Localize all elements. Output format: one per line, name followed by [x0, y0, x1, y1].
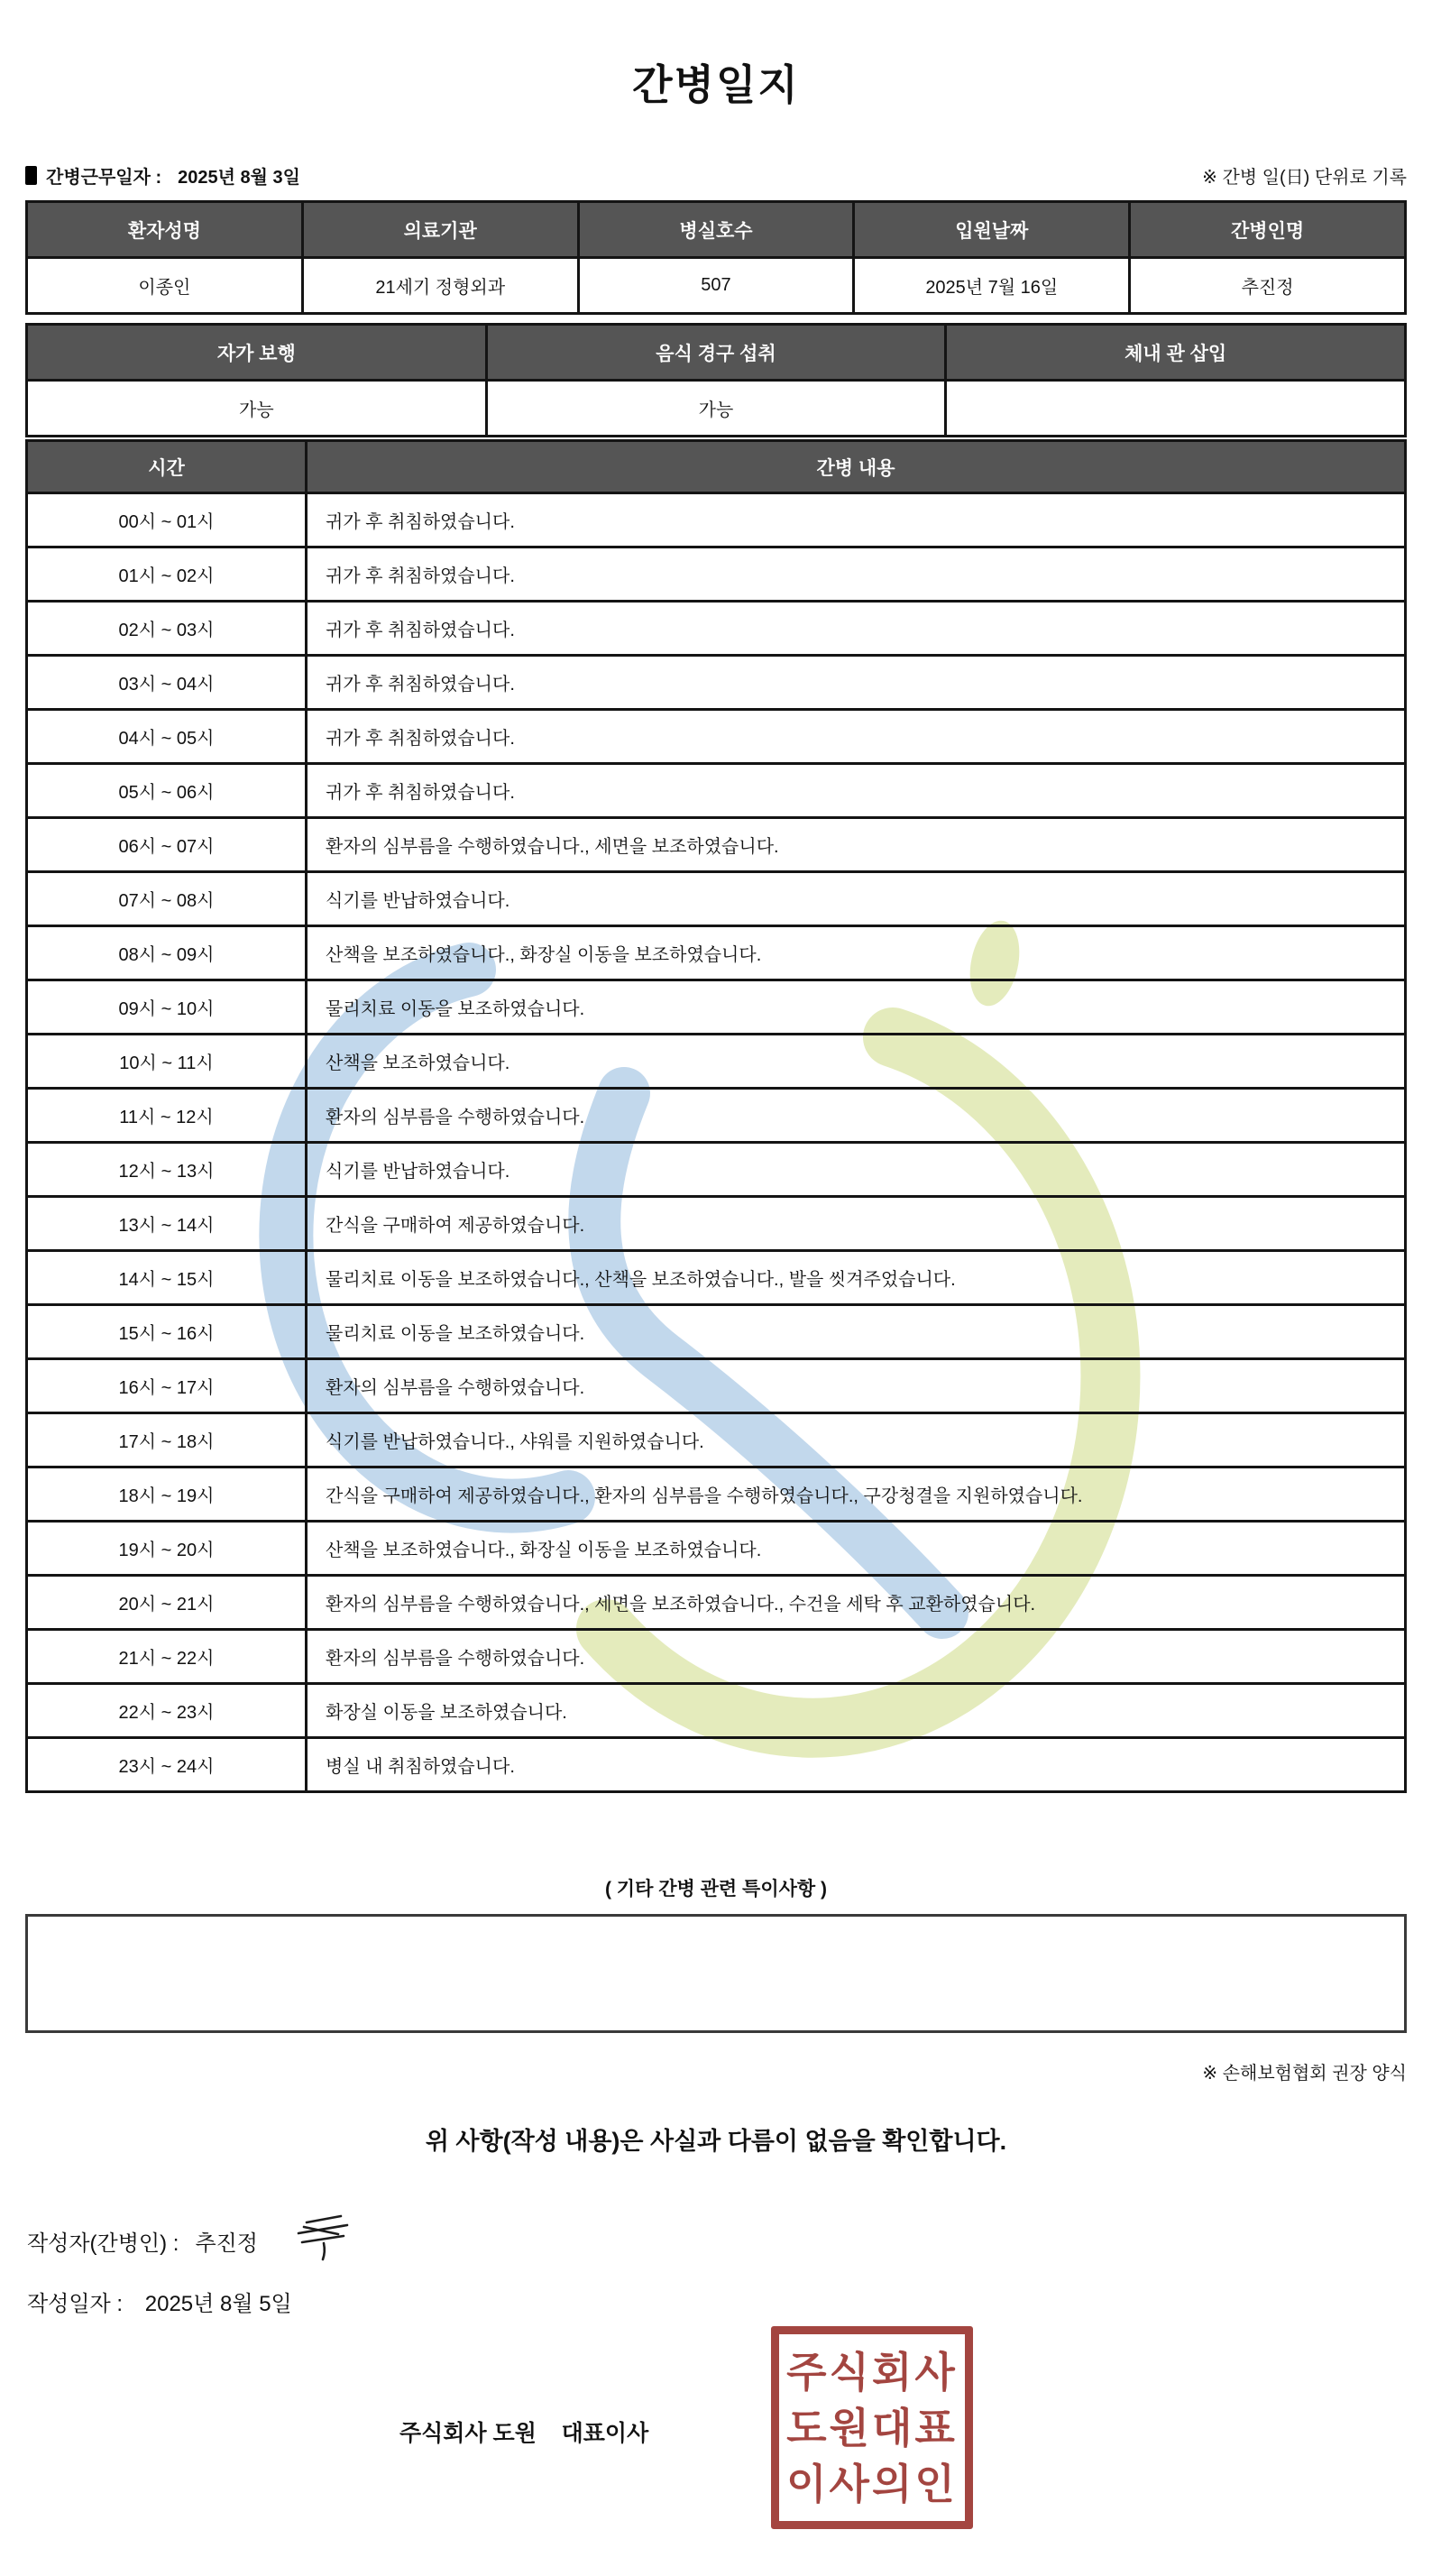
care-log-row [27, 1251, 1406, 1305]
log-care-content: 물리치료 이동을 보조하였습니다., 산책을 보조하였습니다., 발을 씻겨주었습니다. [307, 1251, 1406, 1305]
log-care-content: 환자의 심부름을 수행하였습니다., 세면을 보조하였습니다. [307, 818, 1406, 872]
log-care-content: 식기를 반납하였습니다. [307, 872, 1406, 926]
patient-header-row [27, 202, 1406, 258]
col-header-oral-intake: 음식 경구 섭취 [486, 325, 946, 381]
care-log-row [27, 1738, 1406, 1792]
care-log-table [25, 439, 1407, 1793]
log-care-content: 병실 내 취침하였습니다. [307, 1738, 1406, 1792]
col-header-tube-insertion: 체내 관 삽입 [946, 325, 1406, 381]
log-care-content: 물리치료 이동을 보조하였습니다. [307, 980, 1406, 1035]
log-time-range: 18시 ~ 19시 [27, 1467, 307, 1522]
care-log-row [27, 926, 1406, 980]
col-header-care-content: 간병 내용 [307, 441, 1406, 493]
status-header-row [27, 325, 1406, 381]
writer-name: 추진정 [195, 2231, 258, 2256]
admission-date: 2025년 7월 16일 [854, 258, 1130, 314]
unit-note: ※ 간병 일(日) 단위로 기록 [1202, 168, 1407, 188]
write-date-label: 작성일자 : [27, 2292, 124, 2316]
log-care-content: 식기를 반납하였습니다. [307, 1143, 1406, 1197]
log-care-content: 환자의 심부름을 수행하였습니다. [307, 1630, 1406, 1684]
log-header-row [27, 441, 1406, 493]
care-log-row [27, 1467, 1406, 1522]
log-time-range: 13시 ~ 14시 [27, 1197, 307, 1251]
log-time-range: 16시 ~ 17시 [27, 1359, 307, 1413]
col-header-caregiver: 간병인명 [1130, 202, 1406, 258]
log-time-range: 22시 ~ 23시 [27, 1684, 307, 1738]
log-time-range: 23시 ~ 24시 [27, 1738, 307, 1792]
log-time-range: 14시 ~ 15시 [27, 1251, 307, 1305]
log-care-content: 환자의 심부름을 수행하였습니다. [307, 1089, 1406, 1143]
log-care-content: 간식을 구매하여 제공하였습니다., 환자의 심부름을 수행하였습니다., 구강청결을 지원하였습니다. [307, 1467, 1406, 1522]
special-notes-title: ( 기타 간병 관련 특이사항 ) [604, 1879, 828, 1900]
hospital-name: 21세기 정형외과 [302, 258, 578, 314]
care-log-row [27, 1630, 1406, 1684]
write-date-value: 2025년 8월 5일 [144, 2292, 292, 2316]
log-care-content: 귀가 후 취침하였습니다. [307, 656, 1406, 710]
status-value-row [27, 381, 1406, 437]
care-log-row [27, 1522, 1406, 1576]
writer-line [27, 2217, 357, 2264]
writer-label: 작성자(간병인) : [27, 2231, 179, 2256]
col-header-patient-name: 환자성명 [27, 202, 303, 258]
log-care-content: 산책을 보조하였습니다., 화장실 이동을 보조하였습니다. [307, 1522, 1406, 1576]
page-title: 간병일지 [632, 61, 800, 108]
stamp-line-2: 도원대표 [786, 2404, 958, 2452]
tube-insertion-value [946, 381, 1406, 437]
log-time-range: 07시 ~ 08시 [27, 872, 307, 926]
care-log-row [27, 764, 1406, 818]
log-time-range: 04시 ~ 05시 [27, 710, 307, 764]
care-log-row [27, 1305, 1406, 1359]
corporate-seal-stamp [771, 2326, 973, 2529]
special-notes-box [25, 1914, 1407, 2033]
work-date-label: 간병근무일자 : [46, 168, 162, 188]
log-time-range: 03시 ~ 04시 [27, 656, 307, 710]
log-care-content: 귀가 후 취침하였습니다. [307, 547, 1406, 602]
caregiver-name: 추진정 [1130, 258, 1406, 314]
col-header-hospital: 의료기관 [302, 202, 578, 258]
care-log-row [27, 656, 1406, 710]
log-time-range: 02시 ~ 03시 [27, 602, 307, 656]
care-log-row [27, 818, 1406, 872]
log-time-range: 09시 ~ 10시 [27, 980, 307, 1035]
log-care-content: 환자의 심부름을 수행하였습니다., 세면을 보조하였습니다., 수건을 세탁 후 교환하였습니다. [307, 1576, 1406, 1630]
care-log-row [27, 1089, 1406, 1143]
log-care-content: 귀가 후 취침하였습니다. [307, 493, 1406, 547]
log-care-content: 귀가 후 취침하였습니다. [307, 602, 1406, 656]
log-time-range: 05시 ~ 06시 [27, 764, 307, 818]
col-header-admission-date: 입원날짜 [854, 202, 1130, 258]
care-log-row [27, 547, 1406, 602]
care-log-row [27, 602, 1406, 656]
log-time-range: 00시 ~ 01시 [27, 493, 307, 547]
care-log-body [27, 493, 1406, 1792]
care-log-row [27, 1413, 1406, 1467]
log-care-content: 물리치료 이동을 보조하였습니다. [307, 1305, 1406, 1359]
col-header-time: 시간 [27, 441, 307, 493]
recommended-form-note: ※ 손해보험협회 권장 양식 [1202, 2064, 1407, 2084]
confirmation-statement: 위 사항(작성 내용)은 사실과 다름이 없음을 확인합니다. [425, 2128, 1007, 2155]
care-log-row [27, 493, 1406, 547]
care-log-row [27, 1143, 1406, 1197]
log-time-range: 08시 ~ 09시 [27, 926, 307, 980]
stamp-line-1: 주식회사 [786, 2348, 958, 2396]
room-number: 507 [578, 258, 854, 314]
log-care-content: 귀가 후 취침하였습니다. [307, 710, 1406, 764]
log-time-range: 11시 ~ 12시 [27, 1089, 307, 1143]
log-time-range: 01시 ~ 02시 [27, 547, 307, 602]
log-time-range: 06시 ~ 07시 [27, 818, 307, 872]
stamp-line-3: 이사의인 [786, 2460, 958, 2507]
care-log-row [27, 1684, 1406, 1738]
work-date [25, 162, 300, 189]
oral-intake-value: 가능 [486, 381, 946, 437]
col-header-room: 병실호수 [578, 202, 854, 258]
work-date-value: 2025년 8월 3일 [178, 168, 300, 188]
care-log-row [27, 872, 1406, 926]
care-log-row [27, 1576, 1406, 1630]
write-date-line [27, 2286, 292, 2317]
log-time-range: 10시 ~ 11시 [27, 1035, 307, 1089]
care-log-row [27, 1035, 1406, 1089]
patient-info-table [25, 200, 1407, 315]
log-time-range: 19시 ~ 20시 [27, 1522, 307, 1576]
patient-status-table [25, 323, 1407, 437]
log-time-range: 20시 ~ 21시 [27, 1576, 307, 1630]
care-log-row [27, 1359, 1406, 1413]
col-header-self-walking: 자가 보행 [27, 325, 487, 381]
log-care-content: 산책을 보조하였습니다. [307, 1035, 1406, 1089]
info-line [25, 162, 1407, 189]
log-care-content: 화장실 이동을 보조하였습니다. [307, 1684, 1406, 1738]
log-time-range: 12시 ~ 13시 [27, 1143, 307, 1197]
log-care-content: 귀가 후 취침하였습니다. [307, 764, 1406, 818]
log-care-content: 식기를 반납하였습니다., 샤워를 지원하였습니다. [307, 1413, 1406, 1467]
care-log-row [27, 710, 1406, 764]
log-care-content: 산책을 보조하였습니다., 화장실 이동을 보조하였습니다. [307, 926, 1406, 980]
log-time-range: 15시 ~ 16시 [27, 1305, 307, 1359]
care-log-row [27, 980, 1406, 1035]
handwritten-signature [294, 2212, 357, 2264]
black-square-bullet-icon [25, 166, 37, 185]
self-walking-value: 가능 [27, 381, 487, 437]
patient-name: 이종인 [27, 258, 303, 314]
log-care-content: 환자의 심부름을 수행하였습니다. [307, 1359, 1406, 1413]
care-log-row [27, 1197, 1406, 1251]
log-time-range: 21시 ~ 22시 [27, 1630, 307, 1684]
log-care-content: 간식을 구매하여 제공하였습니다. [307, 1197, 1406, 1251]
patient-value-row [27, 258, 1406, 314]
log-time-range: 17시 ~ 18시 [27, 1413, 307, 1467]
company-ceo-line: 주식회사 도원 대표이사 [399, 2421, 649, 2446]
